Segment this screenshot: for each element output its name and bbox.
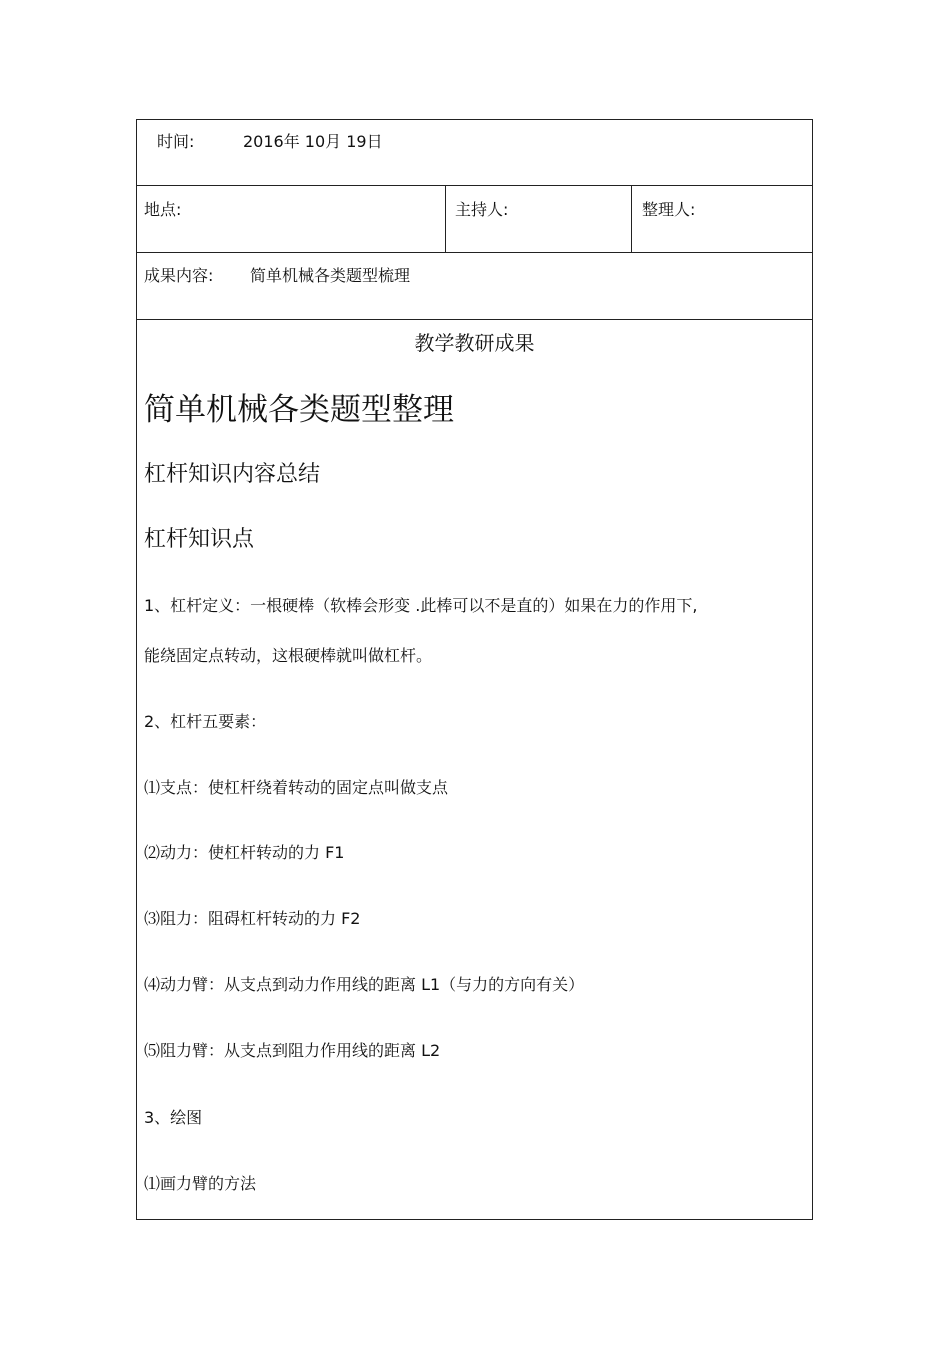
paragraph-line: ⑴画力臂的方法 [144,1174,257,1193]
record-table [136,119,813,1220]
row-divider [137,185,812,186]
place-label: 地点: [144,200,182,219]
time-value: 2016年 10月 19日 [243,132,383,151]
host-label: 主持人: [455,200,509,219]
recorder-label: 整理人: [642,200,696,219]
time-label: 时间: [157,132,195,151]
cell-divider [631,185,632,252]
row-divider [137,319,812,320]
main-title: 简单机械各类题型整理 [144,392,454,428]
paragraph-line: 3、绘图 [144,1108,203,1127]
paragraph-line: 1、杠杆定义：一根硬棒（软棒会形变 .此棒可以不是直的）如果在力的作用下, [144,596,698,615]
subtitle-summary: 杠杆知识内容总结 [144,462,321,487]
paragraph-line: ⑶阻力：阻碍杠杆转动的力 F2 [144,909,361,928]
paragraph-line: 2、杠杆五要素： [144,712,267,731]
paragraph-line: ⑷动力臂：从支点到动力作用线的距离 L1（与力的方向有关） [144,975,585,994]
paragraph-line: ⑸阻力臂：从支点到阻力作用线的距离 L2 [144,1041,441,1060]
paragraph-line: ⑵动力：使杠杆转动的力 F1 [144,843,345,862]
subtitle-points: 杠杆知识点 [144,527,255,552]
section-title: 教学教研成果 [414,331,535,355]
content-value: 简单机械各类题型梳理 [250,266,411,285]
content-label: 成果内容: [144,266,214,285]
cell-divider [445,185,446,252]
paragraph-line: 能绕固定点转动，这根硬棒就叫做杠杆。 [144,646,433,665]
row-divider [137,252,812,253]
paragraph-line: ⑴支点：使杠杆绕着转动的固定点叫做支点 [144,778,449,797]
